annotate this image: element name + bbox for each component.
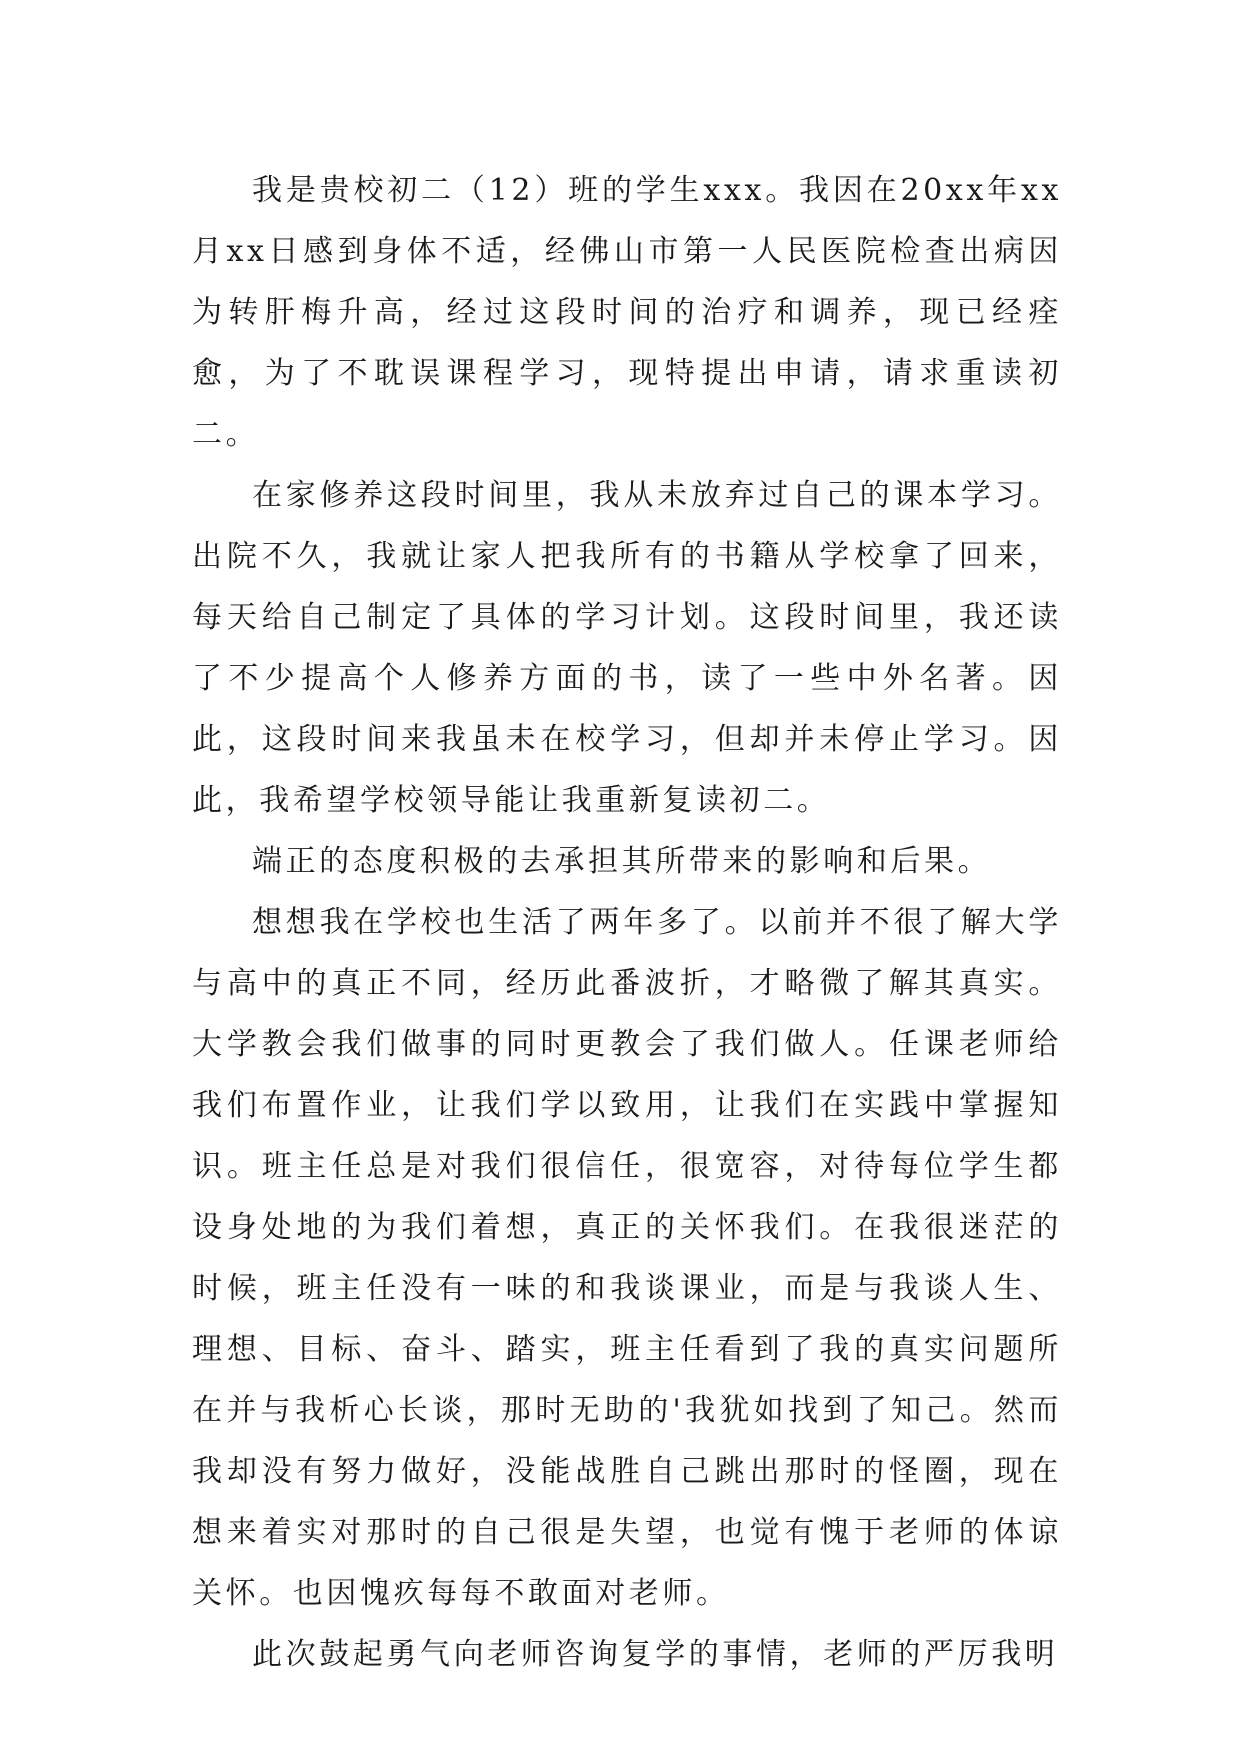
paragraph-courage: 此次鼓起勇气向老师咨询复学的事情，老师的严厉我明 bbox=[252, 1637, 1059, 1672]
paragraph-reflection: 想想我在学校也生活了两年多了。以前并不很了解大学与高中的真正不同，经历此番波折，才略微了解其真实。大学教会我们做事的同时更教会了我们做人。任课老师给我们布置作业，让我们学以致用，让我们在实践中掌握知识。班主任总是对我们很信任，很宽容，对待每位学生都设身处地的为我们着想，真正的关怀我们。在我很迷茫的时候，班主任没有一味的和我谈课业，而是与我谈人生、理想、目标、奋斗、踏实，班主任看到了我的真实问题所在并与我析心长谈，那时无助的'我犹如找到了知己。然而我却没有努力做好，没能战胜自己跳出那时的怪圈，现在想来着实对那时的自己很是失望，也觉有愧于老师的体谅关怀。也因愧疚每每不敢面对老师。 bbox=[192, 905, 1062, 1611]
paragraph-home-study: 在家修养这段时间里，我从未放弃过自己的课本学习。出院不久，我就让家人把我所有的书籍从学校拿了回来，每天给自己制定了具体的学习计划。这段时间里，我还读了不少提高个人修养方面的书，读了一些中外名著。因此，这段时间来我虽未在校学习，但却并未停止学习。因此，我希望学校领导能让我重新复读初二。 bbox=[192, 478, 1062, 818]
paragraph-attitude: 端正的态度积极的去承担其所带来的影响和后果。 bbox=[252, 844, 992, 879]
paragraph-application-reason: 我是贵校初二（12）班的学生xxx。我因在20xx年xx月xx日感到身体不适，经佛山市第一人民医院检查出病因为转肝梅升高，经过这段时间的治疗和调养，现已经痊愈，为了不耽误课程学习，现特提出申请，请求重读初二。 bbox=[192, 173, 1062, 452]
document-body bbox=[192, 160, 1062, 1685]
